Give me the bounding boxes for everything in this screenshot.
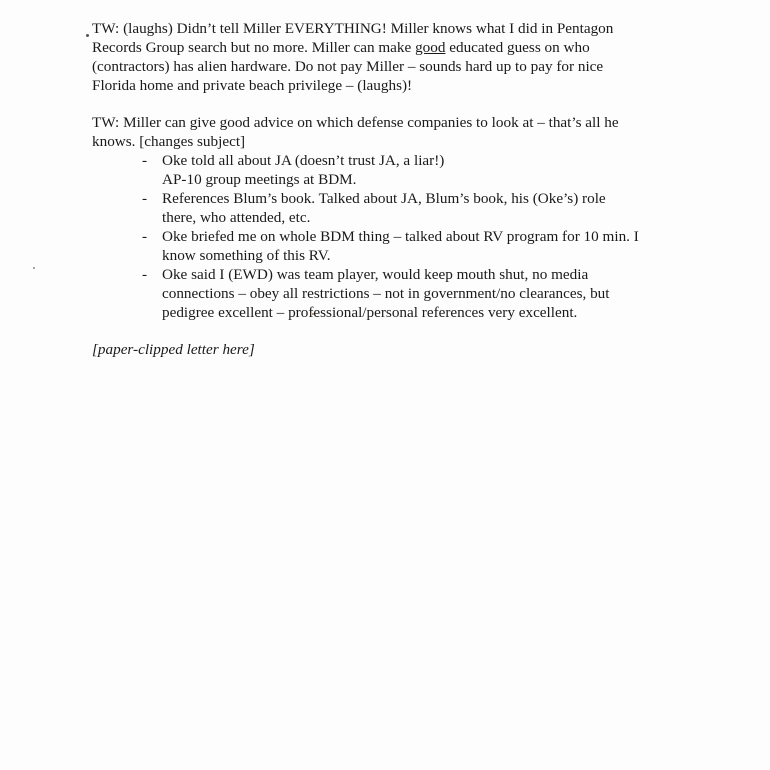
paragraph-miller-everything <box>92 19 692 95</box>
scan-speck <box>86 34 89 37</box>
text-line: TW: (laughs) Didn’t tell Miller EVERYTHING! Miller knows what I did in Pentagon <box>92 20 614 37</box>
bullet-dash: - <box>142 190 148 207</box>
text-line: know something of this RV. <box>162 247 331 264</box>
list-item <box>92 189 692 227</box>
text-line: there, who attended, etc. <box>162 209 311 226</box>
text-line: TW: Miller can give good advice on which defense companies to look at – that’s all he <box>92 114 619 131</box>
text-line <box>92 38 692 57</box>
italic-note: [paper-clipped letter here] <box>92 341 255 358</box>
paragraph-gap <box>92 95 692 113</box>
bullet-dash: - <box>142 228 148 245</box>
bullet-dash: - <box>142 152 148 169</box>
text-segment: educated guess on who <box>445 39 590 56</box>
text-segment: Records Group search but no more. Miller can make <box>92 39 416 56</box>
list-item <box>92 151 692 189</box>
paragraph-defense-companies <box>92 113 692 151</box>
text-line: (contractors) has alien hardware. Do not pay Miller – sounds hard up to pay for nice <box>92 58 604 75</box>
text-line: AP-10 group meetings at BDM. <box>162 171 357 188</box>
scan-speck <box>33 267 35 269</box>
text-line: Oke said I (EWD) was team player, would keep mouth shut, no media <box>162 266 589 283</box>
list-item <box>92 265 692 322</box>
underlined-word: good <box>415 39 446 56</box>
bullet-dash: - <box>142 266 148 283</box>
text-line: Florida home and private beach privilege – (laughs)! <box>92 77 413 94</box>
text-line: knows. [changes subject] <box>92 133 246 150</box>
list-item <box>92 227 692 265</box>
document-body <box>92 19 692 359</box>
text-line: Oke told all about JA (doesn’t trust JA, a liar!) <box>162 152 445 169</box>
text-line: References Blum’s book. Talked about JA, Blum’s book, his (Oke’s) role <box>162 190 606 207</box>
text-line: connections – obey all restrictions – not in government/no clearances, but <box>162 285 610 302</box>
bullet-list <box>92 151 692 322</box>
text-line: Oke briefed me on whole BDM thing – talked about RV program for 10 min. I <box>162 228 639 245</box>
text-line: pedigree excellent – professional/personal references very excellent. <box>162 304 578 321</box>
